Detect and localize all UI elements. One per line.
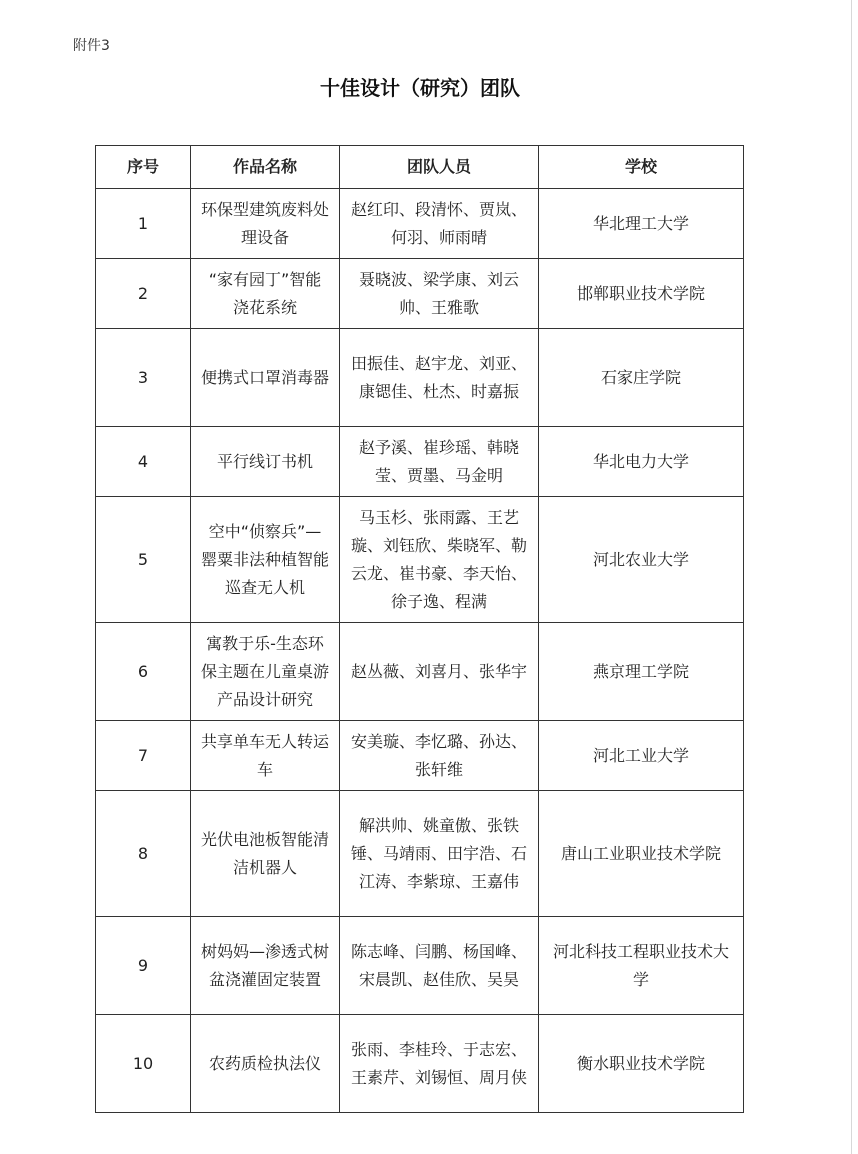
page-edge-divider [851,0,852,1154]
cell-school: 华北电力大学 [539,427,744,497]
column-header-work: 作品名称 [191,146,340,189]
table-row [96,189,744,259]
cell-team: 解洪帅、姚童傲、张铁锤、马靖雨、田宇浩、石江涛、李紫琼、王嘉伟 [340,791,539,917]
cell-no: 9 [96,917,191,1015]
cell-school: 华北理工大学 [539,189,744,259]
cell-school: 石家庄学院 [539,329,744,427]
cell-no: 1 [96,189,191,259]
header-row [96,146,744,189]
cell-team: 马玉杉、张雨露、王艺璇、刘钰欣、柴晓军、勒云龙、崔书豪、李天怡、徐子逸、程满 [340,497,539,623]
column-header-team: 团队人员 [340,146,539,189]
cell-work: 寓教于乐-生态环保主题在儿童桌游产品设计研究 [191,623,340,721]
table-row [96,791,744,917]
table-row [96,259,744,329]
cell-no: 7 [96,721,191,791]
cell-team: 赵丛薇、刘喜月、张华宇 [340,623,539,721]
cell-school: 河北工业大学 [539,721,744,791]
cell-no: 5 [96,497,191,623]
cell-school: 衡水职业技术学院 [539,1015,744,1113]
attachment-label: 附件3 [73,38,110,54]
document-title: 十佳设计（研究）团队 [320,76,520,100]
teams-table [95,145,744,1113]
cell-work: 树妈妈—渗透式树盆浇灌固定装置 [191,917,340,1015]
table-body [96,189,744,1113]
table-row [96,917,744,1015]
column-header-school: 学校 [539,146,744,189]
cell-no: 4 [96,427,191,497]
cell-team: 安美璇、李忆璐、孙达、张轩维 [340,721,539,791]
column-header-no: 序号 [96,146,191,189]
cell-no: 6 [96,623,191,721]
table-row [96,623,744,721]
cell-team: 赵予溪、崔珍瑶、韩晓莹、贾墨、马金明 [340,427,539,497]
cell-no: 8 [96,791,191,917]
cell-team: 聂晓波、梁学康、刘云帅、王雅歌 [340,259,539,329]
cell-work: 共享单车无人转运车 [191,721,340,791]
table-row [96,427,744,497]
table-row [96,721,744,791]
cell-work: 空中“侦察兵”—罂粟非法种植智能巡查无人机 [191,497,340,623]
cell-school: 燕京理工学院 [539,623,744,721]
cell-work: 环保型建筑废料处理设备 [191,189,340,259]
table-row [96,329,744,427]
cell-no: 10 [96,1015,191,1113]
cell-no: 3 [96,329,191,427]
table-row [96,497,744,623]
table-header [96,146,744,189]
cell-no: 2 [96,259,191,329]
cell-work: 便携式口罩消毒器 [191,329,340,427]
table-row [96,1015,744,1113]
cell-work: 光伏电池板智能清洁机器人 [191,791,340,917]
cell-school: 河北科技工程职业技术大学 [539,917,744,1015]
cell-school: 河北农业大学 [539,497,744,623]
cell-work: “家有园丁”智能浇花系统 [191,259,340,329]
cell-team: 田振佳、赵宇龙、刘亚、康锶佳、杜杰、时嘉振 [340,329,539,427]
cell-work: 农药质检执法仪 [191,1015,340,1113]
cell-team: 赵红印、段清怀、贾岚、何羽、师雨晴 [340,189,539,259]
cell-work: 平行线订书机 [191,427,340,497]
cell-school: 邯郸职业技术学院 [539,259,744,329]
cell-team: 陈志峰、闫鹏、杨国峰、宋晨凯、赵佳欣、吴昊 [340,917,539,1015]
cell-school: 唐山工业职业技术学院 [539,791,744,917]
cell-team: 张雨、李桂玲、于志宏、王素芹、刘锡恒、周月侠 [340,1015,539,1113]
